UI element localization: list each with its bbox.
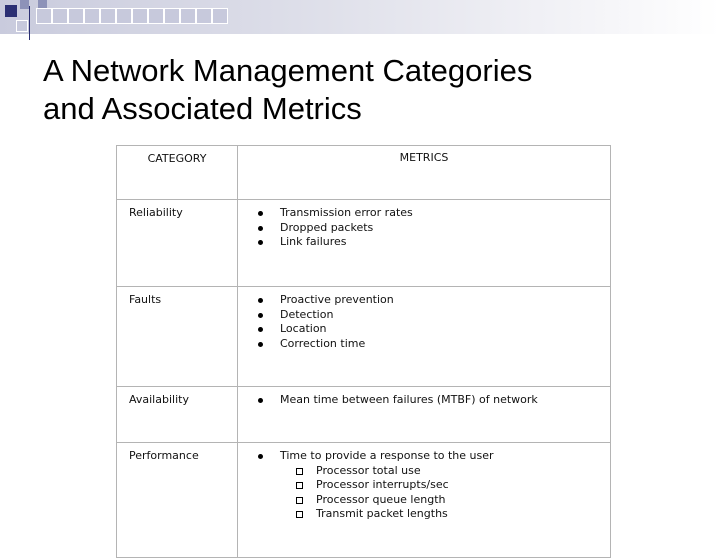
decorative-square bbox=[196, 8, 212, 24]
metric-item: Correction time bbox=[258, 337, 610, 352]
category-cell: Availability bbox=[117, 387, 238, 443]
decorative-square bbox=[180, 8, 196, 24]
category-cell: Performance bbox=[117, 443, 238, 558]
metrics-cell bbox=[238, 287, 611, 387]
metric-item-label: Time to provide a response to the user bbox=[280, 449, 494, 462]
table-row bbox=[117, 287, 611, 387]
metrics-cell bbox=[238, 200, 611, 287]
decorative-square bbox=[36, 8, 52, 24]
decorative-square bbox=[68, 8, 84, 24]
metric-item: Location bbox=[258, 322, 610, 337]
decorative-square bbox=[100, 8, 116, 24]
metric-item: Mean time between failures (MTBF) of network bbox=[258, 393, 610, 408]
metric-item: Link failures bbox=[258, 235, 610, 250]
metrics-table bbox=[116, 145, 611, 558]
decorative-square bbox=[84, 8, 100, 24]
metrics-list bbox=[238, 206, 610, 250]
metric-item: Detection bbox=[258, 308, 610, 323]
metrics-list bbox=[238, 293, 610, 351]
slide-title bbox=[43, 52, 683, 128]
metric-item: Proactive prevention bbox=[258, 293, 610, 308]
column-header-category: CATEGORY bbox=[117, 146, 238, 200]
metric-item: Transmission error rates bbox=[258, 206, 610, 221]
sub-metric-item: Processor interrupts/sec bbox=[296, 478, 610, 493]
decorative-square bbox=[20, 0, 29, 9]
table-row bbox=[117, 387, 611, 443]
sub-metrics-list bbox=[280, 464, 610, 522]
decorative-square bbox=[16, 20, 28, 32]
sub-metric-item: Transmit packet lengths bbox=[296, 507, 610, 522]
column-header-metrics: METRICS bbox=[238, 146, 611, 200]
decorative-square bbox=[52, 8, 68, 24]
title-line: A Network Management Categories bbox=[43, 53, 533, 88]
category-cell: Reliability bbox=[117, 200, 238, 287]
metric-item: Dropped packets bbox=[258, 221, 610, 236]
decorative-square bbox=[5, 5, 17, 17]
title-line: and Associated Metrics bbox=[43, 91, 362, 126]
metrics-list bbox=[238, 449, 610, 522]
metrics-list bbox=[238, 393, 610, 408]
metrics-cell bbox=[238, 443, 611, 558]
table-header-row bbox=[117, 146, 611, 200]
decorative-square bbox=[164, 8, 180, 24]
table-row bbox=[117, 200, 611, 287]
decorative-square bbox=[212, 8, 228, 24]
decorative-square bbox=[116, 8, 132, 24]
sub-metric-item: Processor queue length bbox=[296, 493, 610, 508]
decorative-square bbox=[148, 8, 164, 24]
metrics-cell bbox=[238, 387, 611, 443]
metric-item bbox=[258, 449, 610, 522]
category-cell: Faults bbox=[117, 287, 238, 387]
decorative-square bbox=[132, 8, 148, 24]
sub-metric-item: Processor total use bbox=[296, 464, 610, 479]
table-row bbox=[117, 443, 611, 558]
decorative-rule bbox=[29, 6, 30, 40]
